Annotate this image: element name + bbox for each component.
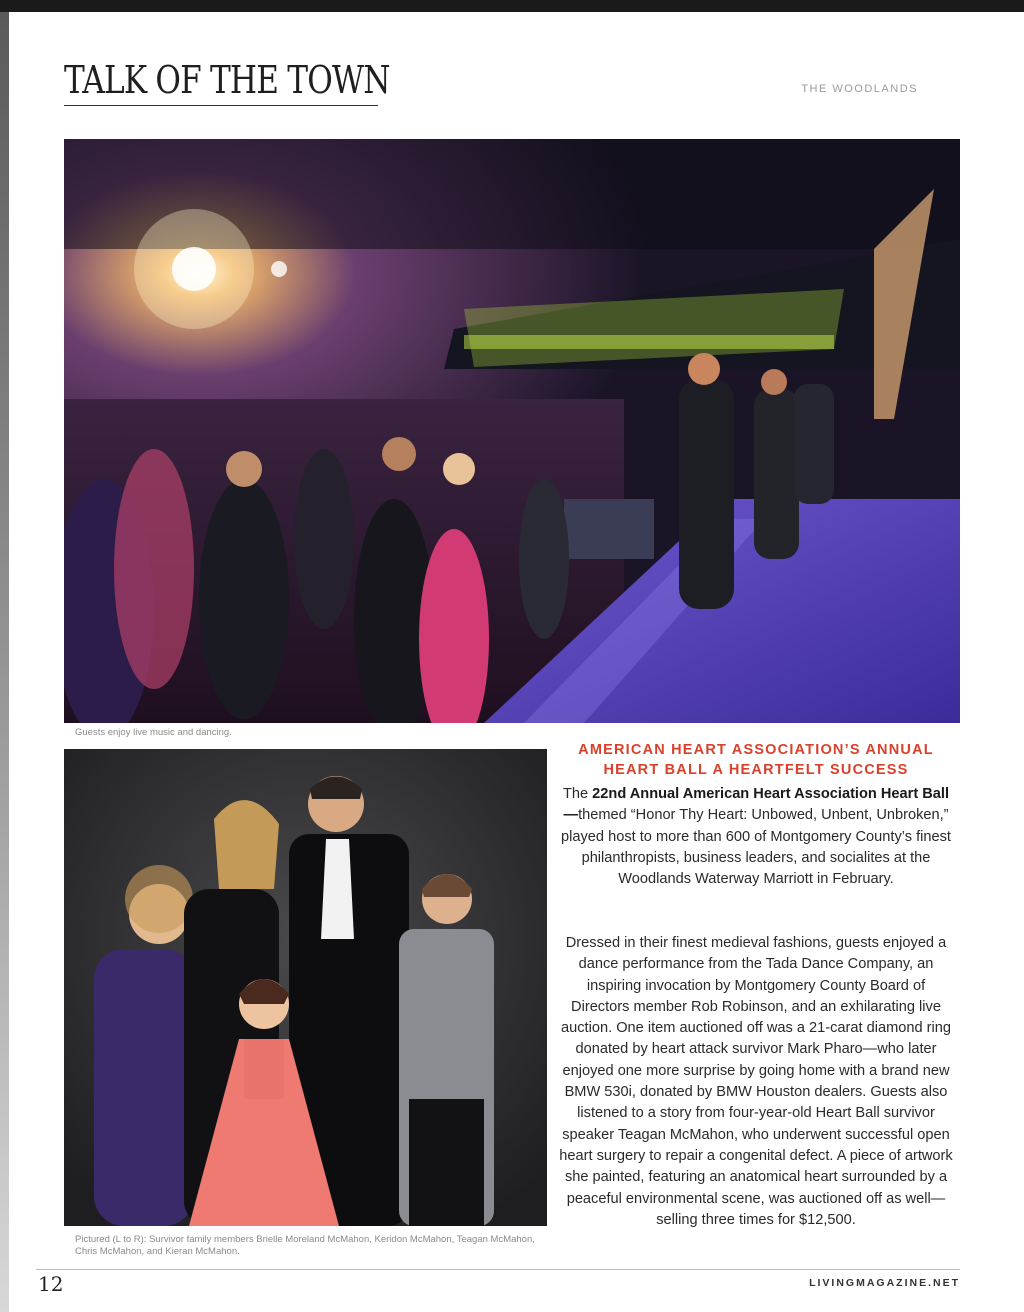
magazine-website: LIVINGMAGAZINE.NET <box>809 1277 960 1289</box>
family-portrait-photo <box>64 749 547 1226</box>
photo-caption: Guests enjoy live music and dancing. <box>75 727 232 738</box>
article-paragraph: Dressed in their finest medieval fashions, guests enjoyed a dance performance from the Tada Dance Company, an inspiring invocation by Montgomery County Board of Directors member Rob Robinson, and an exhilarating live auction. One item auctioned off was a 21-carat diamond ring donated by heart attack survivor Mark Pharo—who later enjoyed one more surprise by going home with a brand new BMW 530i, donated by BMW Houston dealers. Guests also listened to a story from four-year-old Heart Ball survivor speaker Teagan McMahon, who underwent successful open heart surgery to repair a congenital defect. A piece of artwork she painted, featuring an anatomical heart surrounded by a peaceful environmental scene, was auctioned off as well—selling three times for $12,500. <box>559 935 953 1228</box>
photo-caption: Pictured (L to R): Survivor family members Brielle Moreland McMahon, Keridon McMahon, Teagan McMahon, Chris McMahon, and Kieran McMahon. <box>75 1234 535 1257</box>
top-bar <box>0 0 1024 12</box>
article-headline: AMERICAN HEART ASSOCIATION’S ANNUAL HEART BALL A HEARTFELT SUCCESS <box>578 742 934 778</box>
title-underline <box>64 105 378 106</box>
page-edge-shadow <box>0 12 9 1312</box>
footer-rule <box>36 1269 960 1270</box>
paragraph-text: themed “Honor Thy Heart: Unbowed, Unbent, Unbroken,” played host to more than 600 of Montgomery County’s finest philanthropists, business leaders, and socialites at the Woodlands Waterway Marriott in February. <box>561 807 951 888</box>
city-label: THE WOODLANDS <box>801 83 918 95</box>
dance-floor-photo <box>64 139 960 723</box>
section-title: TALK OF THE TOWN <box>64 58 390 102</box>
article-paragraph <box>556 784 956 890</box>
page-number: 12 <box>38 1272 64 1296</box>
event-name: 22nd Annual American Heart Association Heart Ball— <box>563 786 950 824</box>
paragraph-lead: The <box>562 786 593 802</box>
